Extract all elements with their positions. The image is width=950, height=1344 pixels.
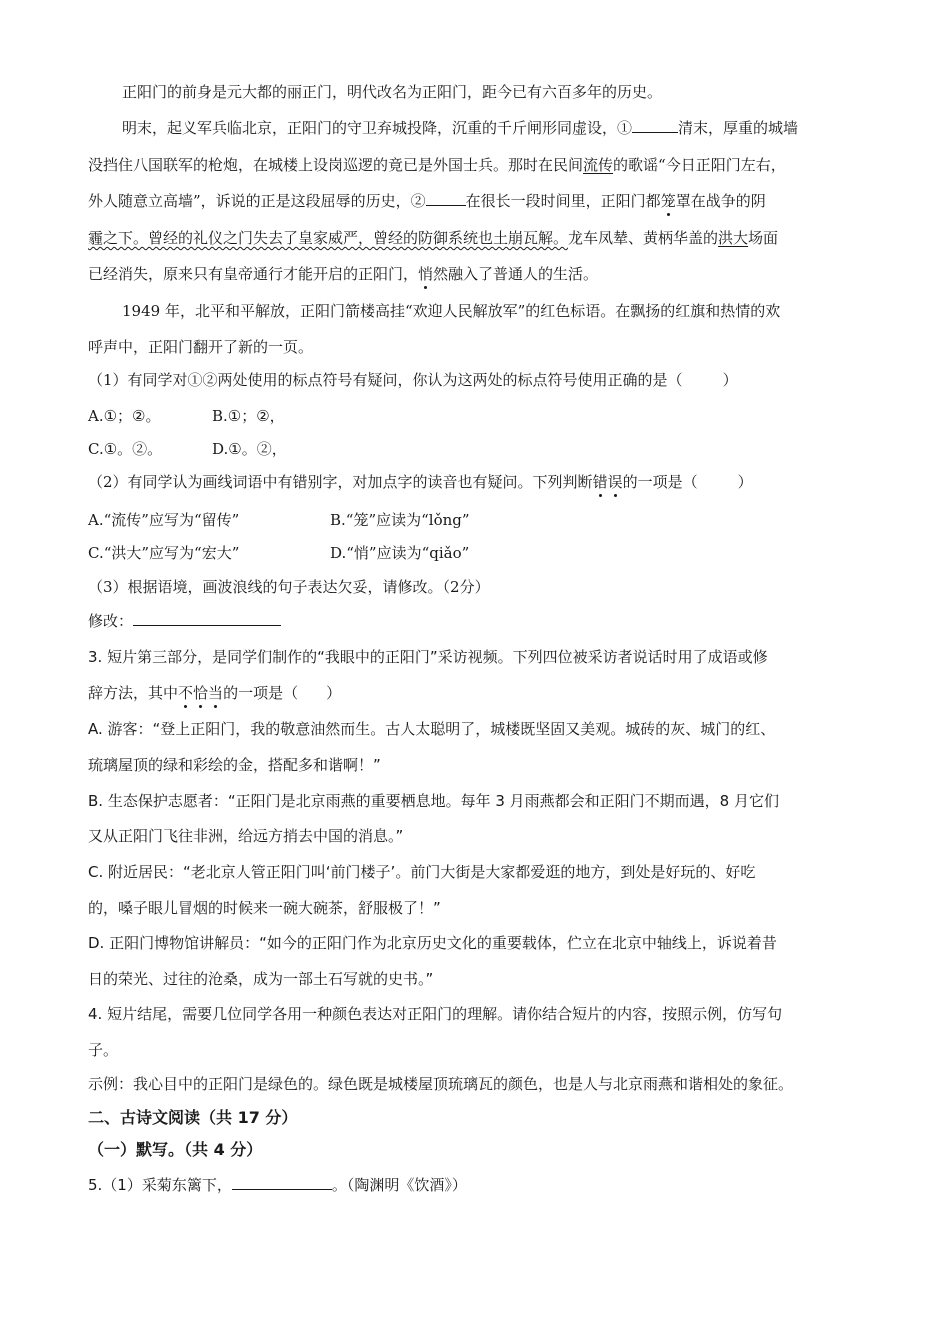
passage-paragraph-2-line-4: [88, 228, 778, 248]
dotted-char: 当: [208, 684, 224, 702]
blank-1[interactable]: [632, 118, 678, 133]
question-4-example: 示例：我心目中的正阳门是绿色的。绿色既是城楼屋顶琉璃瓦的颜色，也是人与北京雨燕和谐相处的象征。: [88, 1075, 794, 1093]
text: 清末，厚重的城墙: [678, 119, 799, 137]
dotted-char-qiao: 悄: [418, 265, 434, 283]
text: 已经消失，原来只有皇帝通行才能开启的正阳门，: [88, 265, 419, 283]
question-5-line: [88, 1175, 467, 1195]
question-2-stem: [88, 472, 753, 492]
text: 的一项是（: [223, 684, 299, 702]
question-2-option-c[interactable]: C.“洪大”应写为“宏大”: [88, 544, 240, 562]
underlined-word-hongda: 洪大: [718, 229, 749, 247]
answer-blank[interactable]: [133, 611, 281, 626]
text: 罩在战争的阴: [675, 192, 766, 210]
dotted-char: 恰: [193, 684, 209, 702]
passage-paragraph-2-line-5: [88, 264, 598, 284]
underlined-word-liuchuan: 流传: [583, 156, 614, 174]
question-3-sub-answer-line: [88, 611, 281, 631]
answer-blank[interactable]: [232, 1175, 332, 1190]
text: 然融入了普通人的生活。: [433, 265, 599, 283]
question-3-option-b-line-2: 又从正阳门飞往非洲，给远方捎去中国的消息。”: [88, 827, 404, 845]
question-3-option-c-line-2: 的，嗓子眼儿冒烟的时候来一碗大碗茶，舒服极了！”: [88, 899, 441, 917]
answer-label: 修改：: [88, 612, 134, 630]
question-3-option-a-line-2: 琉璃屋顶的绿和彩绘的金，搭配多和谐啊！”: [88, 756, 381, 774]
text: （2）有同学认为画线词语中有错别字，对加点字的读音也有疑问。下列判断: [88, 473, 593, 491]
text: 5.（1）采菊东篱下，: [88, 1176, 232, 1194]
question-3-option-c-line-1[interactable]: C. 附近居民：“老北京人管正阳门叫‘前门楼子’。前门大街是大家都爱逛的地方，到处是好玩的、好吃: [88, 863, 756, 881]
text: （1）有同学对①②两处使用的标点符号有疑问，你认为这两处的标点符号使用正确的是（: [88, 371, 683, 389]
dotted-char: 误: [607, 473, 623, 491]
question-3-sub-stem: （3）根据语境，画波浪线的句子表达欠妥，请修改。（2分）: [88, 578, 490, 596]
question-4-line-1: 4. 短片结尾，需要几位同学各用一种颜色表达对正阳门的理解。请你结合短片的内容，按照示例，仿写句: [88, 1005, 783, 1023]
question-1-option-c[interactable]: C.①。②。: [88, 440, 163, 458]
question-3-option-d-line-1[interactable]: D. 正阳门博物馆讲解员：“如今的正阳门作为北京历史文化的重要载体，伫立在北京中轴线上，诉说着昔: [88, 934, 777, 952]
text: ）: [326, 684, 342, 702]
passage-paragraph-2-line-2: [88, 155, 786, 175]
question-1-option-a[interactable]: A.①；②。: [88, 407, 161, 425]
question-3-line-2: [88, 683, 341, 703]
question-4-line-2: 子。: [88, 1041, 119, 1059]
question-2-option-b[interactable]: B.“笼”应读为“lǒng”: [330, 511, 470, 529]
question-3-line-1: 3. 短片第三部分，是同学们制作的“我眼中的正阳门”采访视频。下列四位被采访者说话时用了成语或修: [88, 648, 768, 666]
dotted-char-long: 笼: [660, 192, 676, 210]
text: 龙车凤辇、黄柄华盖的: [568, 229, 719, 247]
passage-paragraph-1: 正阳门的前身是元大都的丽正门，明代改名为正阳门，距今已有六百多年的历史。: [122, 83, 663, 101]
text: 的一项是（: [622, 473, 698, 491]
text: 辞方法，其中: [88, 684, 179, 702]
question-2-option-a[interactable]: A.“流传”应写为“留传”: [88, 511, 240, 529]
passage-paragraph-3-line-1: 1949 年，北平和平解放，正阳门箭楼高挂“欢迎人民解放军”的红色标语。在飘扬的红旗和热情的欢: [122, 302, 781, 320]
text: ）: [722, 371, 738, 389]
section-2-subtitle: （一）默写。（共 4 分）: [88, 1140, 263, 1159]
passage-paragraph-3-line-2: 呼声中，正阳门翻开了新的一页。: [88, 338, 314, 356]
question-1-option-b[interactable]: B.①；②，: [212, 407, 285, 425]
text: 外人随意立高墙”，诉说的正是这段屈辱的历史，②: [88, 192, 426, 210]
dotted-char: 错: [592, 473, 608, 491]
text: 。（陶渊明《饮酒》）: [331, 1176, 467, 1194]
dotted-char: 不: [178, 684, 194, 702]
text: 没挡住八国联军的枪炮，在城楼上设岗巡逻的竟已是外国士兵。那时在民间: [88, 156, 584, 174]
question-3-option-a-line-1[interactable]: A. 游客：“登上正阳门，我的敬意油然而生。古人太聪明了，城楼既坚固又美观。城砖的灰、城门的红、: [88, 720, 776, 738]
passage-paragraph-2-line-1: [122, 118, 798, 138]
passage-paragraph-2-line-3: [88, 191, 766, 211]
blank-2[interactable]: [426, 191, 466, 206]
wavy-underlined-sentence: 霾之下。曾经的礼仪之门失去了皇家威严，曾经的防御系统也土崩瓦解。: [88, 229, 569, 247]
text: 在很长一段时间里，正阳门都: [465, 192, 661, 210]
text: 明末，起义军兵临北京，正阳门的守卫弃城投降，沉重的千斤闸形同虚设，①: [122, 119, 633, 137]
text: 场面: [748, 229, 779, 247]
text: 的歌谣“今日正阳门左右，: [613, 156, 786, 174]
text: ）: [737, 473, 753, 491]
question-2-option-d[interactable]: D.“悄”应读为“qiǎo”: [330, 544, 470, 562]
question-3-option-b-line-1[interactable]: B. 生态保护志愿者：“正阳门是北京雨燕的重要栖息地。每年 3 月雨燕都会和正阳门不期而遇，8 月它们: [88, 792, 779, 810]
question-1-stem: [88, 370, 738, 390]
section-2-title: 二、古诗文阅读（共 17 分）: [88, 1108, 298, 1127]
question-3-option-d-line-2: 日的荣光、过往的沧桑，成为一部土石写就的史书。”: [88, 970, 434, 988]
question-1-option-d[interactable]: D.①。②，: [212, 440, 287, 458]
